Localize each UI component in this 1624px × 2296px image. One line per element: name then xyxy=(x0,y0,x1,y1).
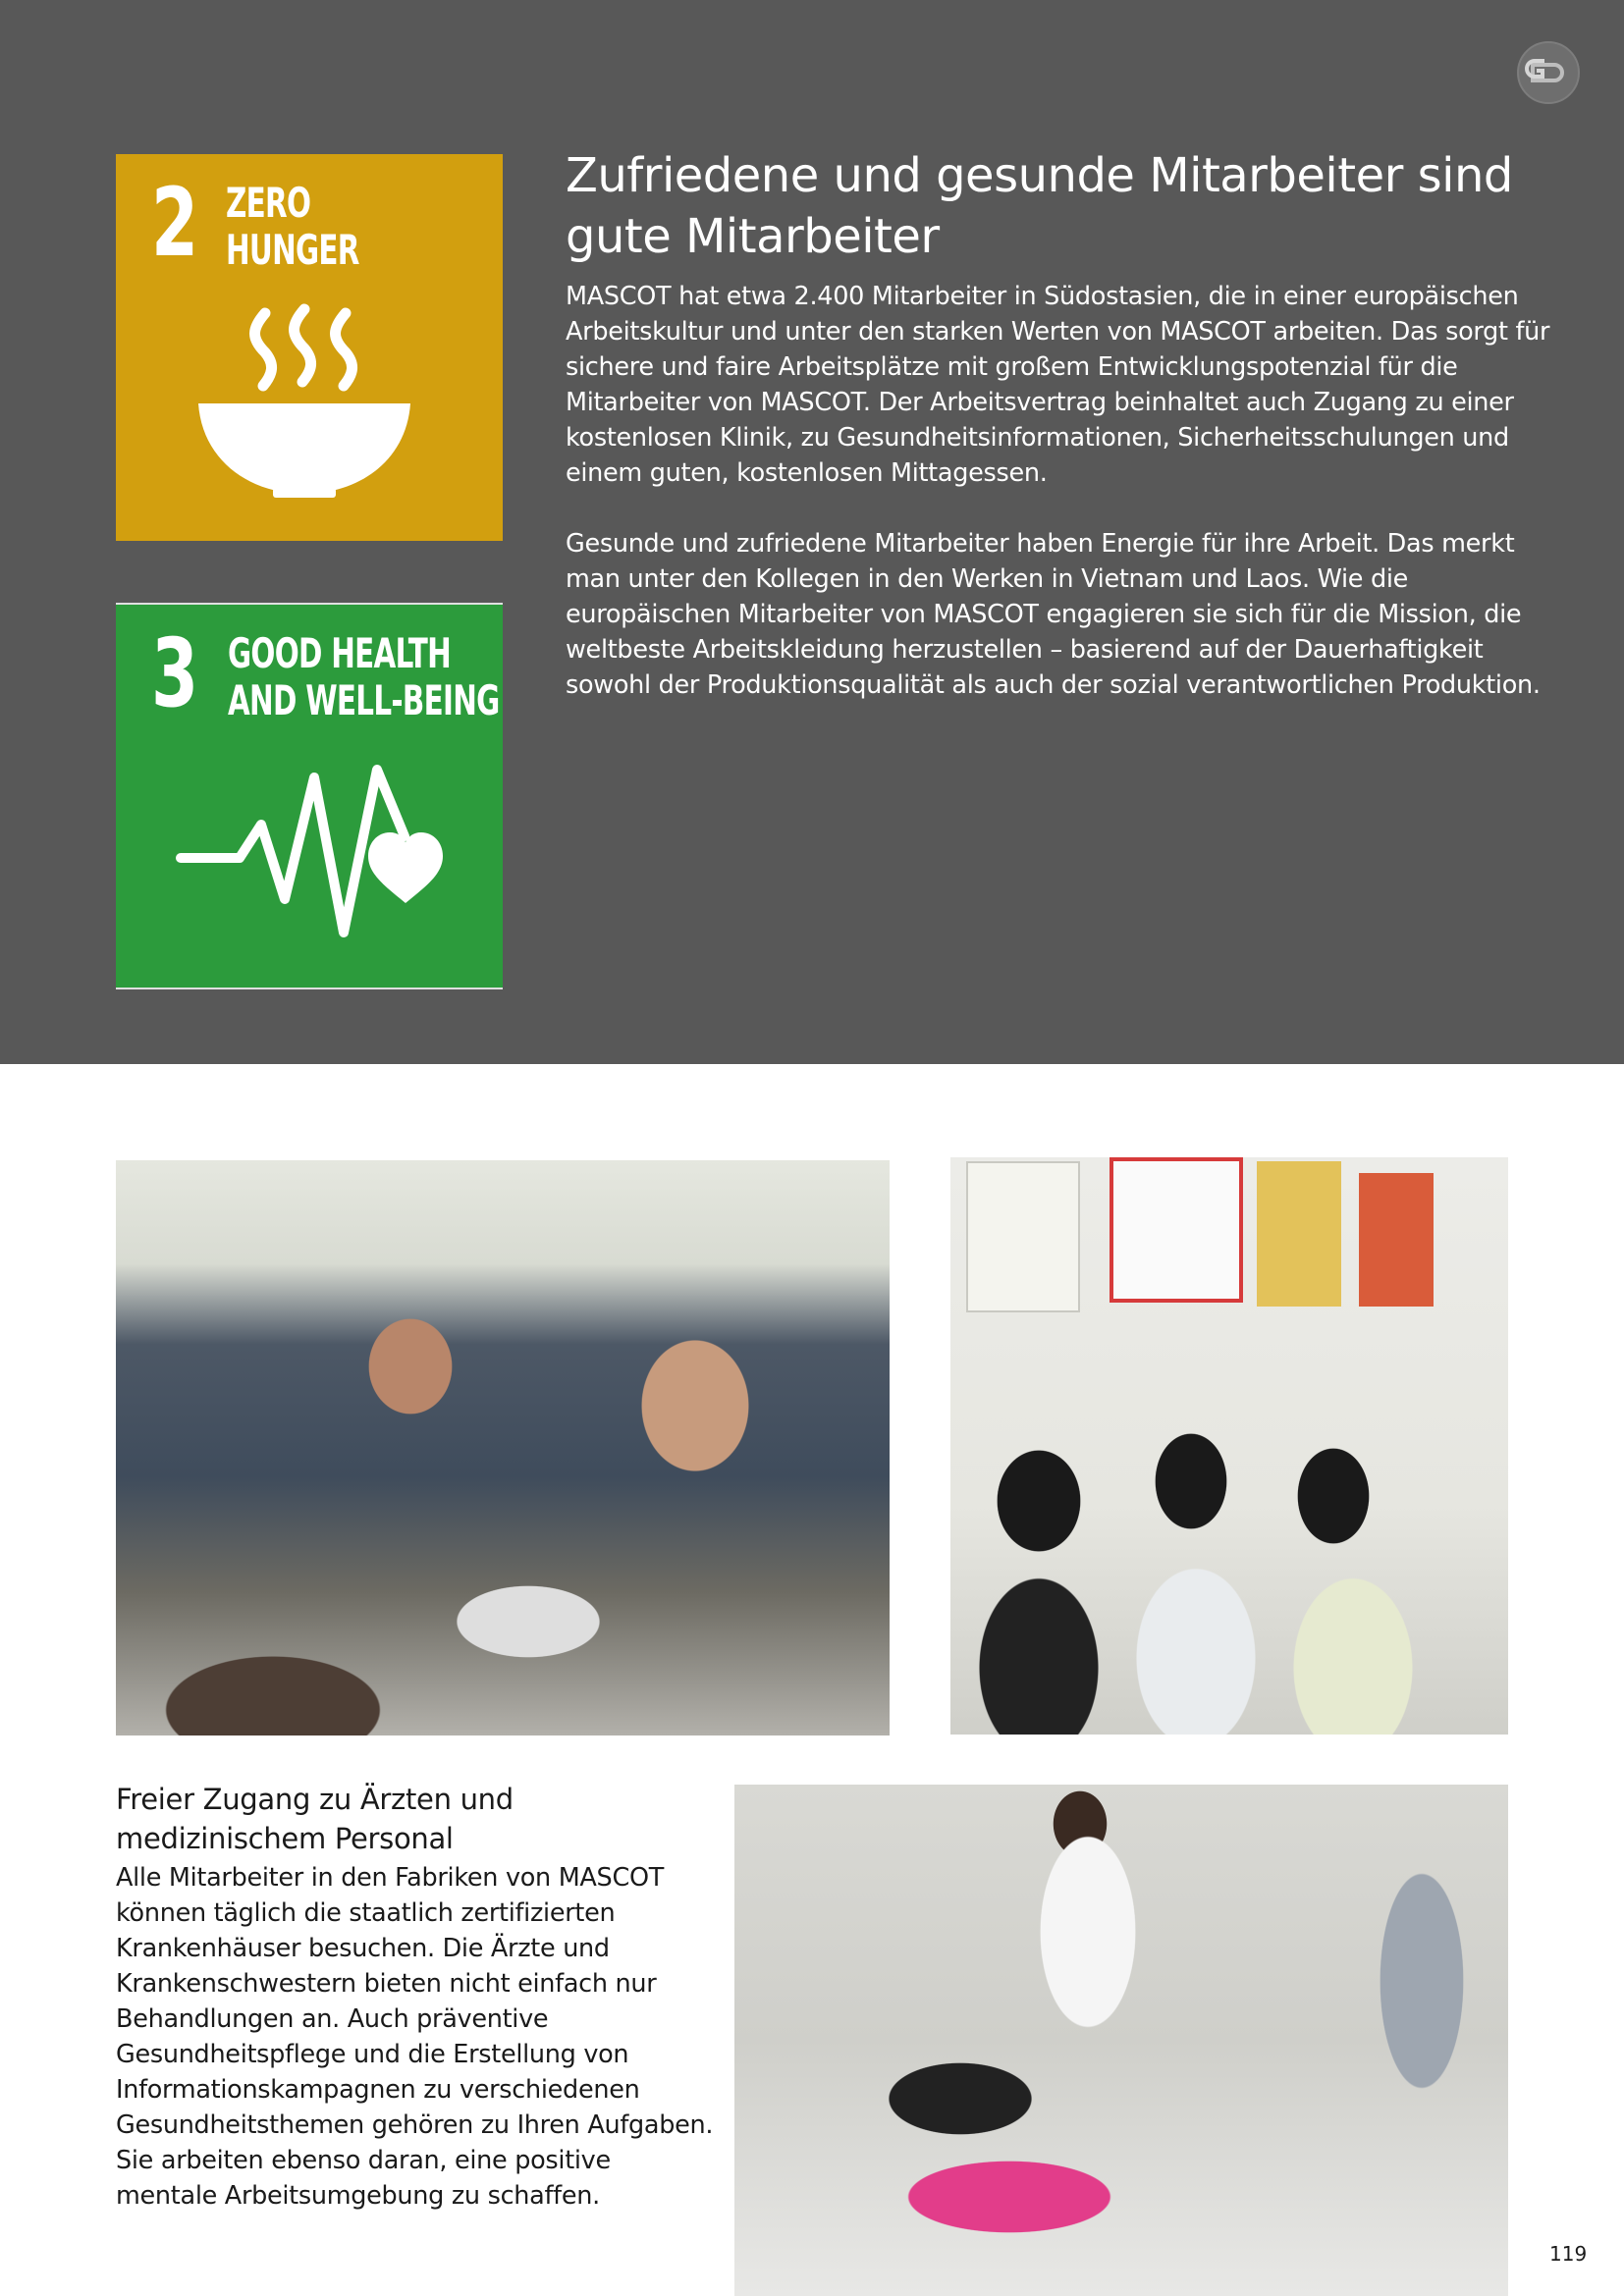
page-title: Zufriedene und gesunde Mitarbeiter sind gute Mitarbeiter xyxy=(566,148,1513,264)
wall-poster xyxy=(1257,1161,1341,1307)
photo-canteen-lunch xyxy=(116,1160,890,1735)
wall-poster xyxy=(1110,1157,1243,1303)
intro-paragraph: MASCOT hat etwa 2.400 Mitarbeiter in Südostasien, die in einer europäischen Arbeitskultur und unter den starken Werten von MASCOT arbeiten. Das sorgt für sichere und faire Arbeitsplätze mit großem Entwicklungspotenzial für die Mitarbeiter von MASCOT. Der Arbeitsvertrag beinhaltet auch Zugang zu einer kostenlosen Klinik, zu Gesundheitsinformationen, Sicherheitsschulungen und einem guten, kostenlosen Mittagessen. xyxy=(566,282,1550,488)
wall-poster xyxy=(966,1161,1080,1312)
sdg-title-line: GOOD HEALTH xyxy=(228,629,452,677)
heartbeat-icon xyxy=(116,605,503,991)
sdg-number: 3 xyxy=(151,618,199,728)
sdg-tile-zero-hunger xyxy=(116,154,503,541)
photo-health-information-session xyxy=(950,1157,1508,1735)
gd-logo-icon xyxy=(1517,41,1580,104)
bowl-icon xyxy=(116,154,503,541)
wall-poster xyxy=(1359,1173,1434,1307)
photo-nurse-treatment xyxy=(734,1785,1508,2296)
section-heading: Freier Zugang zu Ärzten und medizinischem Personal xyxy=(116,1783,514,1855)
sdg-tile-good-health xyxy=(116,603,503,989)
intro-paragraph: Gesunde und zufriedene Mitarbeiter haben Energie für ihre Arbeit. Das merkt man unter den Kollegen in den Werken in Vietnam und Laos. Wie die europäischen Mitarbeiter von MASCOT engagieren sie sich für die Mission, die weltbeste Arbeitskleidung herzustellen – basierend auf der Dauerhaftigkeit sowohl der Produktionsqualität als auch der sozial verantwortlichen Produktion. xyxy=(566,529,1541,700)
sdg-title-line: ZERO xyxy=(226,179,311,227)
section-body: Alle Mitarbeiter in den Fabriken von MASCOT können täglich die staatlich zertifizierten Krankenhäuser besuchen. Die Ärzte und Krankenschwestern bieten nicht einfach nur Behandlungen an. Auch präventive Gesundheitspflege und die Erstellung von Informationskampagnen zu verschiedenen Gesundheitsthemen gehören zu Ihren Aufgaben. Sie arbeiten ebenso daran, eine positive mentale Arbeitsumgebung zu schaffen. xyxy=(116,1863,714,2211)
sdg-number: 2 xyxy=(151,168,199,278)
sdg-title-line: HUNGER xyxy=(226,226,359,274)
sdg-title-line: AND WELL-BEING xyxy=(228,676,500,724)
page-number: 119 xyxy=(1549,2242,1588,2266)
